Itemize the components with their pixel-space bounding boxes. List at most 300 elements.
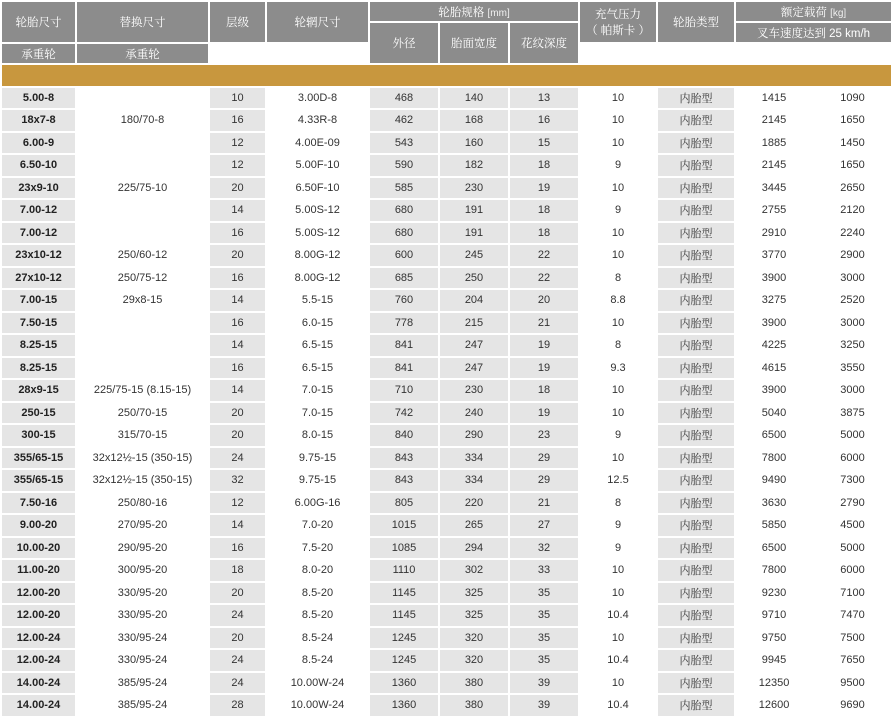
cell-alt: 330/95-20 <box>77 583 208 604</box>
cell-load-a: 9945 <box>736 650 812 671</box>
cell-rim: 6.5-15 <box>267 358 368 379</box>
cell-type: 内胎型 <box>658 628 734 649</box>
cell-ply: 20 <box>210 178 265 199</box>
cell-tread: 20 <box>510 290 578 311</box>
cell-od: 841 <box>370 335 438 356</box>
cell-alt: 385/95-24 <box>77 695 208 716</box>
cell-od: 843 <box>370 448 438 469</box>
cell-alt: 32x12½-15 (350-15) <box>77 470 208 491</box>
cell-ply: 10 <box>210 88 265 109</box>
table-row <box>2 673 891 694</box>
cell-ply: 12 <box>210 493 265 514</box>
cell-od: 1245 <box>370 650 438 671</box>
cell-load-a: 3445 <box>736 178 812 199</box>
table-row <box>2 515 891 536</box>
cell-pressure: 9 <box>580 538 656 559</box>
cell-size: 355/65-15 <box>2 470 75 491</box>
cell-type: 内胎型 <box>658 538 734 559</box>
cell-width: 380 <box>440 695 508 716</box>
cell-pressure: 10 <box>580 178 656 199</box>
cell-od: 1360 <box>370 695 438 716</box>
table-header <box>2 2 891 63</box>
cell-width: 325 <box>440 605 508 626</box>
table-row <box>2 313 891 334</box>
cell-od: 1145 <box>370 583 438 604</box>
cell-width: 325 <box>440 583 508 604</box>
col-load-a: 承重轮 <box>2 44 75 63</box>
cell-alt: 250/75-12 <box>77 268 208 289</box>
cell-od: 843 <box>370 470 438 491</box>
cell-size: 6.00-9 <box>2 133 75 154</box>
cell-alt <box>77 335 208 356</box>
cell-size: 27x10-12 <box>2 268 75 289</box>
cell-type: 内胎型 <box>658 425 734 446</box>
table-row <box>2 88 891 109</box>
col-tread: 花纹深度 <box>510 23 578 63</box>
cell-rim: 8.5-20 <box>267 605 368 626</box>
cell-type: 内胎型 <box>658 223 734 244</box>
cell-width: 191 <box>440 200 508 221</box>
cell-size: 355/65-15 <box>2 448 75 469</box>
table-row <box>2 628 891 649</box>
cell-alt: 300/95-20 <box>77 560 208 581</box>
table-row <box>2 695 891 716</box>
cell-width: 302 <box>440 560 508 581</box>
load-group-label: 额定载荷 <box>780 6 827 19</box>
cell-ply: 16 <box>210 268 265 289</box>
cell-width: 140 <box>440 88 508 109</box>
col-group-load <box>736 2 891 21</box>
col-pressure <box>580 2 656 42</box>
cell-size: 7.00-15 <box>2 290 75 311</box>
cell-pressure: 10 <box>580 110 656 131</box>
cell-tread: 35 <box>510 628 578 649</box>
cell-alt <box>77 223 208 244</box>
cell-ply: 16 <box>210 313 265 334</box>
cell-rim: 7.0-15 <box>267 380 368 401</box>
cell-type: 内胎型 <box>658 380 734 401</box>
cell-type: 内胎型 <box>658 335 734 356</box>
cell-alt <box>77 155 208 176</box>
cell-load-b: 9500 <box>814 673 891 694</box>
cell-tread: 29 <box>510 448 578 469</box>
cell-pressure: 10.4 <box>580 605 656 626</box>
cell-tread: 29 <box>510 470 578 491</box>
cell-ply: 16 <box>210 223 265 244</box>
cell-rim: 6.00G-16 <box>267 493 368 514</box>
cell-rim: 7.0-15 <box>267 403 368 424</box>
cell-ply: 24 <box>210 605 265 626</box>
cell-ply: 20 <box>210 403 265 424</box>
cell-rim: 5.5-15 <box>267 290 368 311</box>
cell-pressure: 10.4 <box>580 695 656 716</box>
cell-rim: 3.00D-8 <box>267 88 368 109</box>
cell-alt: 180/70-8 <box>77 110 208 131</box>
cell-width: 220 <box>440 493 508 514</box>
cell-size: 11.00-20 <box>2 560 75 581</box>
cell-rim: 5.00S-12 <box>267 200 368 221</box>
cell-load-a: 6500 <box>736 538 812 559</box>
col-od: 外径 <box>370 23 438 63</box>
cell-rim: 9.75-15 <box>267 448 368 469</box>
cell-pressure: 10 <box>580 628 656 649</box>
cell-load-b: 3000 <box>814 380 891 401</box>
cell-load-b: 2650 <box>814 178 891 199</box>
cell-pressure: 8 <box>580 268 656 289</box>
cell-load-b: 3550 <box>814 358 891 379</box>
cell-rim: 5.00S-12 <box>267 223 368 244</box>
cell-size: 14.00-24 <box>2 673 75 694</box>
cell-width: 215 <box>440 313 508 334</box>
cell-tread: 18 <box>510 223 578 244</box>
cell-type: 内胎型 <box>658 583 734 604</box>
cell-load-a: 3275 <box>736 290 812 311</box>
cell-load-b: 2240 <box>814 223 891 244</box>
cell-tread: 19 <box>510 335 578 356</box>
cell-load-b: 3000 <box>814 268 891 289</box>
cell-width: 204 <box>440 290 508 311</box>
cell-size: 10.00-20 <box>2 538 75 559</box>
cell-type: 内胎型 <box>658 358 734 379</box>
table-body <box>2 65 891 716</box>
cell-load-b: 1650 <box>814 110 891 131</box>
cell-od: 468 <box>370 88 438 109</box>
cell-type: 内胎型 <box>658 673 734 694</box>
cell-type: 内胎型 <box>658 133 734 154</box>
cell-load-a: 1415 <box>736 88 812 109</box>
cell-od: 1015 <box>370 515 438 536</box>
cell-od: 841 <box>370 358 438 379</box>
cell-tread: 22 <box>510 245 578 266</box>
cell-od: 543 <box>370 133 438 154</box>
cell-load-a: 4225 <box>736 335 812 356</box>
table-row <box>2 358 891 379</box>
cell-od: 1360 <box>370 673 438 694</box>
table-row <box>2 200 891 221</box>
cell-tread: 33 <box>510 560 578 581</box>
cell-load-b: 5000 <box>814 538 891 559</box>
load-unit: [kg] <box>830 7 847 19</box>
cell-width: 240 <box>440 403 508 424</box>
cell-type: 内胎型 <box>658 268 734 289</box>
cell-od: 685 <box>370 268 438 289</box>
cell-od: 742 <box>370 403 438 424</box>
cell-size: 9.00-20 <box>2 515 75 536</box>
cell-ply: 24 <box>210 448 265 469</box>
cell-load-b: 2120 <box>814 200 891 221</box>
cell-rim: 8.00G-12 <box>267 268 368 289</box>
cell-load-b: 2520 <box>814 290 891 311</box>
cell-width: 290 <box>440 425 508 446</box>
cell-rim: 5.00F-10 <box>267 155 368 176</box>
cell-ply: 14 <box>210 380 265 401</box>
cell-tread: 19 <box>510 358 578 379</box>
cell-tread: 35 <box>510 605 578 626</box>
cell-alt: 385/95-24 <box>77 673 208 694</box>
cell-load-b: 6000 <box>814 560 891 581</box>
cell-rim: 4.33R-8 <box>267 110 368 131</box>
cell-load-a: 9490 <box>736 470 812 491</box>
cell-size: 8.25-15 <box>2 358 75 379</box>
table-row <box>2 178 891 199</box>
cell-od: 1085 <box>370 538 438 559</box>
cell-load-a: 2145 <box>736 155 812 176</box>
cell-ply: 14 <box>210 200 265 221</box>
cell-rim: 8.0-15 <box>267 425 368 446</box>
cell-pressure: 10 <box>580 380 656 401</box>
cell-type: 内胎型 <box>658 493 734 514</box>
cell-od: 585 <box>370 178 438 199</box>
cell-type: 内胎型 <box>658 110 734 131</box>
cell-width: 245 <box>440 245 508 266</box>
cell-pressure: 10 <box>580 88 656 109</box>
cell-load-b: 6000 <box>814 448 891 469</box>
table-row <box>2 403 891 424</box>
col-ply: 层级 <box>210 2 265 42</box>
cell-type: 内胎型 <box>658 560 734 581</box>
cell-tread: 23 <box>510 425 578 446</box>
cell-ply: 14 <box>210 515 265 536</box>
cell-tread: 35 <box>510 583 578 604</box>
cell-rim: 7.0-20 <box>267 515 368 536</box>
table-row <box>2 583 891 604</box>
cell-load-b: 1090 <box>814 88 891 109</box>
cell-alt: 225/75-15 (8.15-15) <box>77 380 208 401</box>
table-row <box>2 245 891 266</box>
cell-pressure: 9 <box>580 425 656 446</box>
cell-type: 内胎型 <box>658 470 734 491</box>
cell-rim: 8.0-20 <box>267 560 368 581</box>
cell-size: 300-15 <box>2 425 75 446</box>
cell-width: 247 <box>440 335 508 356</box>
col-tire-size: 轮胎尺寸 <box>2 2 75 42</box>
cell-pressure: 12.5 <box>580 470 656 491</box>
cell-width: 168 <box>440 110 508 131</box>
cell-load-a: 9230 <box>736 583 812 604</box>
cell-load-b: 2790 <box>814 493 891 514</box>
cell-rim: 6.0-15 <box>267 313 368 334</box>
cell-width: 250 <box>440 268 508 289</box>
cell-load-b: 7100 <box>814 583 891 604</box>
cell-load-b: 5000 <box>814 425 891 446</box>
cell-tread: 18 <box>510 155 578 176</box>
table-row <box>2 223 891 244</box>
cell-size: 12.00-20 <box>2 583 75 604</box>
cell-tread: 35 <box>510 650 578 671</box>
cell-size: 7.00-12 <box>2 223 75 244</box>
cell-alt: 32x12½-15 (350-15) <box>77 448 208 469</box>
cell-od: 680 <box>370 223 438 244</box>
cell-type: 内胎型 <box>658 200 734 221</box>
cell-pressure: 8 <box>580 493 656 514</box>
cell-rim: 9.75-15 <box>267 470 368 491</box>
cell-pressure: 8 <box>580 335 656 356</box>
cell-rim: 4.00E-09 <box>267 133 368 154</box>
cell-ply: 12 <box>210 155 265 176</box>
cell-alt: 290/95-20 <box>77 538 208 559</box>
cell-ply: 12 <box>210 133 265 154</box>
cell-load-a: 12600 <box>736 695 812 716</box>
cell-load-b: 9690 <box>814 695 891 716</box>
cell-width: 320 <box>440 628 508 649</box>
cell-tread: 21 <box>510 313 578 334</box>
cell-tread: 39 <box>510 695 578 716</box>
cell-alt <box>77 200 208 221</box>
cell-load-a: 2910 <box>736 223 812 244</box>
cell-tread: 22 <box>510 268 578 289</box>
cell-ply: 24 <box>210 673 265 694</box>
cell-pressure: 10 <box>580 673 656 694</box>
cell-load-b: 7470 <box>814 605 891 626</box>
pressure-label: 充气压力 <box>595 9 642 21</box>
cell-load-a: 7800 <box>736 448 812 469</box>
cell-ply: 16 <box>210 538 265 559</box>
cell-pressure: 10 <box>580 313 656 334</box>
table-row <box>2 380 891 401</box>
cell-size: 28x9-15 <box>2 380 75 401</box>
cell-load-b: 1450 <box>814 133 891 154</box>
cell-pressure: 10 <box>580 133 656 154</box>
cell-ply: 18 <box>210 560 265 581</box>
col-load-b: 承重轮 <box>77 44 208 63</box>
cell-tread: 21 <box>510 493 578 514</box>
col-alt-size: 替换尺寸 <box>77 2 208 42</box>
cell-tread: 19 <box>510 178 578 199</box>
col-speed-note: 叉车速度达到 25 km/h <box>736 23 891 42</box>
table-row <box>2 650 891 671</box>
spec-group-label: 轮胎规格 <box>438 6 485 19</box>
cell-type: 内胎型 <box>658 178 734 199</box>
cell-od: 778 <box>370 313 438 334</box>
cell-ply: 16 <box>210 358 265 379</box>
cell-ply: 24 <box>210 650 265 671</box>
cell-size: 18x7-8 <box>2 110 75 131</box>
cell-load-b: 3875 <box>814 403 891 424</box>
header-band <box>2 65 891 86</box>
cell-od: 462 <box>370 110 438 131</box>
pressure-unit: （ 帕斯卡 ） <box>586 25 650 37</box>
cell-pressure: 10 <box>580 583 656 604</box>
cell-type: 内胎型 <box>658 403 734 424</box>
cell-alt <box>77 358 208 379</box>
cell-load-a: 5850 <box>736 515 812 536</box>
cell-rim: 6.50F-10 <box>267 178 368 199</box>
cell-ply: 32 <box>210 470 265 491</box>
cell-load-a: 3770 <box>736 245 812 266</box>
spec-unit: [mm] <box>487 7 510 19</box>
cell-alt: 330/95-24 <box>77 628 208 649</box>
cell-rim: 7.5-20 <box>267 538 368 559</box>
table-row <box>2 470 891 491</box>
cell-tread: 16 <box>510 110 578 131</box>
cell-size: 5.00-8 <box>2 88 75 109</box>
cell-load-b: 3250 <box>814 335 891 356</box>
col-rim: 轮辋尺寸 <box>267 2 368 42</box>
cell-pressure: 10 <box>580 245 656 266</box>
table-row <box>2 133 891 154</box>
cell-rim: 10.00W-24 <box>267 673 368 694</box>
table-row <box>2 110 891 131</box>
cell-load-a: 3900 <box>736 380 812 401</box>
cell-od: 680 <box>370 200 438 221</box>
cell-alt: 315/70-15 <box>77 425 208 446</box>
cell-rim: 6.5-15 <box>267 335 368 356</box>
cell-size: 8.25-15 <box>2 335 75 356</box>
table-row <box>2 290 891 311</box>
cell-alt: 330/95-20 <box>77 605 208 626</box>
cell-alt <box>77 88 208 109</box>
cell-alt: 250/60-12 <box>77 245 208 266</box>
cell-pressure: 10 <box>580 403 656 424</box>
cell-ply: 20 <box>210 425 265 446</box>
cell-type: 内胎型 <box>658 650 734 671</box>
cell-alt: 270/95-20 <box>77 515 208 536</box>
cell-pressure: 10 <box>580 560 656 581</box>
cell-width: 182 <box>440 155 508 176</box>
cell-tread: 39 <box>510 673 578 694</box>
cell-width: 191 <box>440 223 508 244</box>
cell-type: 内胎型 <box>658 448 734 469</box>
cell-load-b: 1650 <box>814 155 891 176</box>
cell-tread: 18 <box>510 200 578 221</box>
table-row <box>2 448 891 469</box>
cell-od: 1145 <box>370 605 438 626</box>
cell-width: 247 <box>440 358 508 379</box>
cell-od: 805 <box>370 493 438 514</box>
cell-load-a: 4615 <box>736 358 812 379</box>
cell-tread: 13 <box>510 88 578 109</box>
cell-type: 内胎型 <box>658 245 734 266</box>
cell-pressure: 10 <box>580 223 656 244</box>
col-width: 胎面宽度 <box>440 23 508 63</box>
cell-width: 320 <box>440 650 508 671</box>
cell-alt: 29x8-15 <box>77 290 208 311</box>
cell-pressure: 9 <box>580 200 656 221</box>
cell-load-a: 3900 <box>736 268 812 289</box>
cell-alt <box>77 313 208 334</box>
cell-pressure: 8.8 <box>580 290 656 311</box>
cell-load-b: 3000 <box>814 313 891 334</box>
cell-ply: 16 <box>210 110 265 131</box>
cell-size: 7.00-12 <box>2 200 75 221</box>
cell-size: 12.00-20 <box>2 605 75 626</box>
cell-load-a: 1885 <box>736 133 812 154</box>
col-type: 轮胎类型 <box>658 2 734 42</box>
cell-size: 23x10-12 <box>2 245 75 266</box>
cell-size: 250-15 <box>2 403 75 424</box>
cell-load-a: 6500 <box>736 425 812 446</box>
table-row <box>2 605 891 626</box>
table-row <box>2 268 891 289</box>
table-row <box>2 335 891 356</box>
cell-size: 23x9-10 <box>2 178 75 199</box>
cell-size: 7.50-15 <box>2 313 75 334</box>
cell-ply: 20 <box>210 628 265 649</box>
cell-type: 内胎型 <box>658 155 734 176</box>
cell-type: 内胎型 <box>658 515 734 536</box>
cell-pressure: 9.3 <box>580 358 656 379</box>
cell-load-b: 4500 <box>814 515 891 536</box>
table-row <box>2 155 891 176</box>
cell-width: 334 <box>440 448 508 469</box>
cell-alt: 330/95-24 <box>77 650 208 671</box>
cell-type: 内胎型 <box>658 313 734 334</box>
cell-alt: 225/75-10 <box>77 178 208 199</box>
cell-pressure: 9 <box>580 515 656 536</box>
cell-pressure: 9 <box>580 155 656 176</box>
cell-pressure: 10.4 <box>580 650 656 671</box>
cell-tread: 27 <box>510 515 578 536</box>
